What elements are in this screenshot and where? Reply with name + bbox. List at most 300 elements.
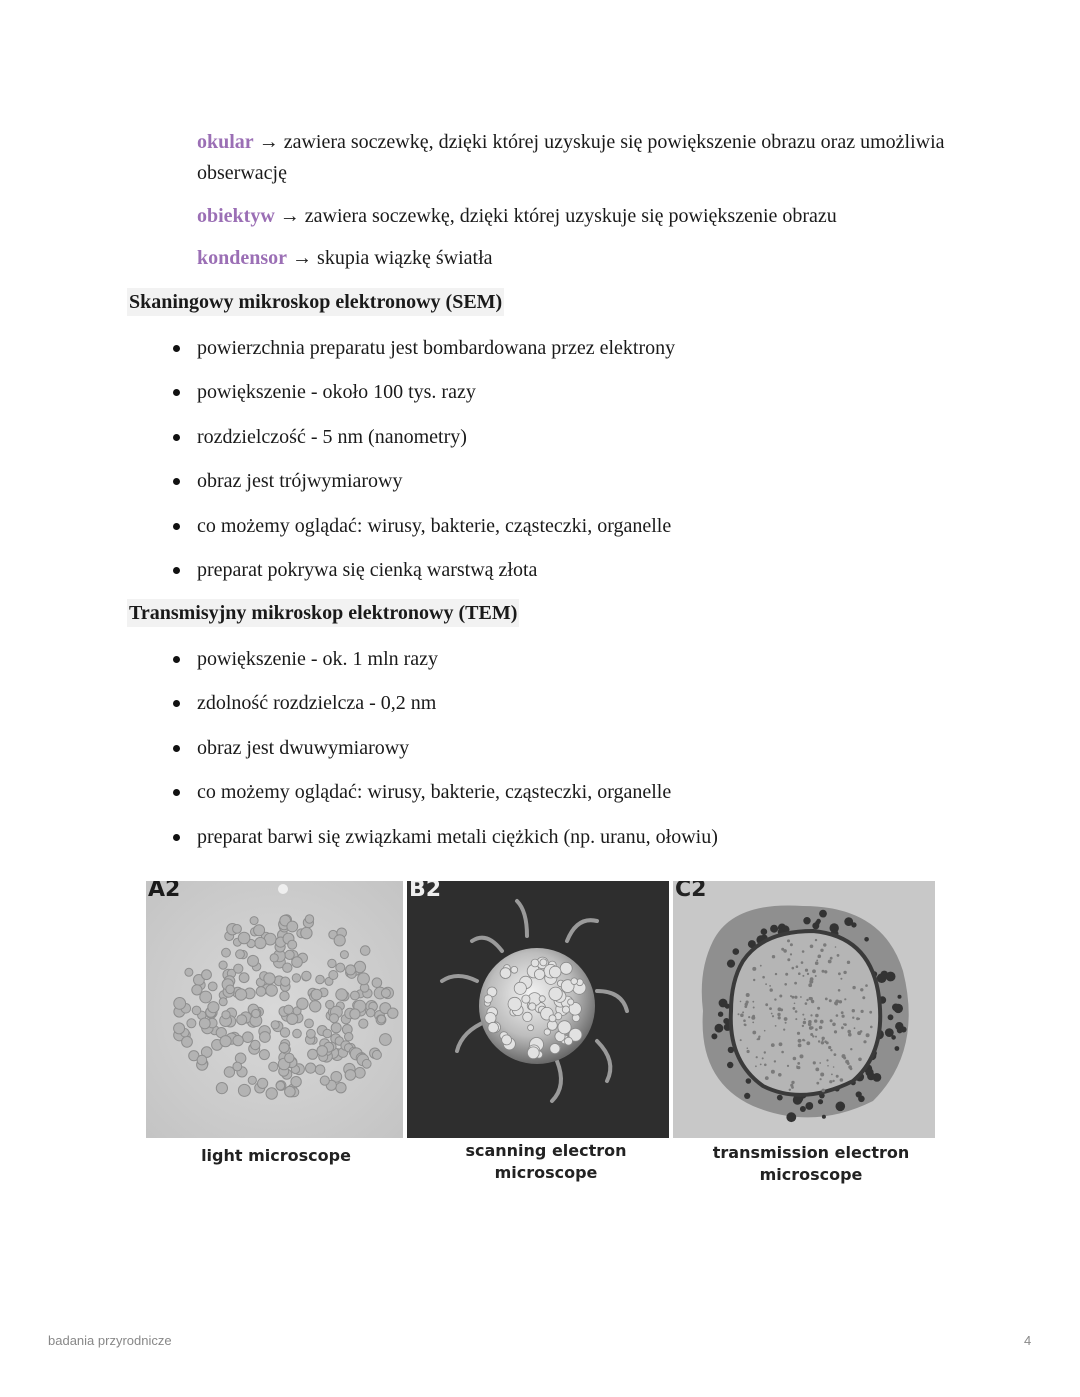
organelle-dot (711, 1033, 717, 1039)
chromatin-grain (852, 986, 855, 989)
cell-shape (255, 937, 266, 948)
chromatin-grain (841, 1026, 844, 1029)
cell-shape (297, 998, 308, 1009)
cell-shape (271, 1021, 279, 1029)
sem-list (0, 334, 675, 600)
chromatin-grain (762, 976, 765, 979)
cell-shape (238, 932, 250, 944)
caption-light-microscope (186, 1145, 366, 1167)
organelle-dot (901, 1027, 907, 1033)
chromatin-grain (800, 1054, 804, 1058)
surface-bump (529, 1003, 536, 1010)
definition-text: zawiera soczewkę, dzięki której uzyskuje się powiększenie obrazu oraz umożliwia obserwację (197, 131, 945, 184)
chromatin-grain (860, 1030, 863, 1033)
light-microscope-image (146, 881, 403, 1138)
organelle-dot (894, 1004, 903, 1013)
cell-shape (238, 1084, 250, 1096)
list-item: co możemy oglądać: wirusy, bakterie, cząsteczki, organelle (0, 512, 675, 556)
chromatin-grain (779, 995, 782, 998)
cell-shape (208, 982, 217, 991)
chromatin-grain (842, 1015, 845, 1018)
definition-obiektyw (197, 201, 957, 232)
surface-bump (565, 1037, 573, 1045)
chromatin-grain (818, 956, 820, 958)
cell-shape (287, 921, 298, 932)
cell-shape (288, 940, 297, 949)
chromatin-grain (825, 970, 827, 972)
cell-shape (305, 1019, 314, 1028)
chromatin-grain (838, 972, 841, 975)
cell-shape (219, 998, 227, 1006)
chromatin-grain (810, 977, 814, 981)
chromatin-grain (829, 1080, 832, 1083)
definition-kondensor (197, 243, 957, 274)
chromatin-grain (865, 984, 868, 987)
chromatin-grain (748, 1016, 750, 1018)
cell-shape (308, 1049, 318, 1059)
cell-shape (346, 965, 356, 975)
chromatin-grain (805, 1002, 808, 1005)
chromatin-grain (764, 1051, 766, 1053)
chromatin-grain (778, 1073, 782, 1077)
chromatin-grain (840, 978, 842, 980)
chromatin-grain (744, 1024, 746, 1026)
organelle-dot (888, 1014, 894, 1020)
chromatin-grain (847, 1062, 850, 1065)
chromatin-grain (755, 1065, 757, 1067)
panel-sem (407, 881, 669, 1138)
cell-shape (222, 948, 231, 957)
chromatin-grain (804, 1018, 806, 1020)
chromatin-grain (774, 1060, 776, 1062)
cell-shape (330, 1014, 339, 1023)
cell-shape (222, 1011, 230, 1019)
cell-shape (256, 987, 266, 997)
chromatin-grain (760, 1064, 762, 1066)
cell-shape (233, 925, 242, 934)
chromatin-grain (781, 948, 784, 951)
panel-light-microscope (146, 881, 403, 1138)
chromatin-grain (794, 1003, 796, 1005)
cell-shape (317, 1046, 328, 1057)
chromatin-grain (808, 1023, 812, 1027)
cell-shape (326, 1000, 334, 1008)
cell-shape (305, 915, 313, 923)
cell-shape (269, 1062, 278, 1071)
chromatin-grain (815, 975, 817, 977)
cell-shape (334, 935, 345, 946)
caption-line: light microscope (201, 1146, 351, 1165)
list-item: powierzchnia preparatu jest bombardowana przez elektrony (0, 334, 675, 378)
chromatin-grain (820, 1073, 824, 1077)
caption-line: transmission electron (712, 1143, 910, 1162)
list-item: zdolność rozdzielcza - 0,2 nm (0, 689, 718, 733)
chromatin-grain (802, 1025, 804, 1027)
cell-shape (329, 971, 338, 980)
chromatin-grain (753, 979, 755, 981)
caption-line: microscope (494, 1163, 598, 1182)
arrow: → (279, 205, 300, 227)
organelle-dot (744, 1093, 750, 1099)
chromatin-grain (836, 1014, 839, 1017)
chromatin-grain (787, 1065, 789, 1067)
chromatin-grain (790, 943, 793, 946)
organelle-dot (800, 1106, 806, 1112)
chromatin-grain (787, 958, 790, 961)
cell-shape (208, 1002, 219, 1013)
chromatin-grain (762, 1057, 764, 1059)
cell-shape (336, 963, 345, 972)
cell-shape (328, 959, 336, 967)
chromatin-grain (781, 1051, 784, 1054)
chromatin-grain (760, 965, 762, 967)
chromatin-grain (806, 1041, 810, 1045)
chromatin-grain (854, 1027, 856, 1029)
chromatin-grain (810, 1033, 813, 1036)
cell-shape (182, 1036, 193, 1047)
cell-shape (243, 1032, 254, 1043)
chromatin-grain (808, 983, 812, 987)
cell-shape (239, 973, 249, 983)
organelle-dot (723, 1018, 729, 1024)
surface-bump (508, 997, 521, 1010)
arrow: → (292, 247, 313, 269)
organelle-dot (821, 913, 826, 918)
surface-bump (502, 1035, 512, 1045)
organelle-dot (856, 1091, 862, 1097)
organelle-dot (822, 1115, 826, 1119)
chromatin-grain (765, 1076, 769, 1080)
definition-text: skupia wiązkę światła (317, 247, 493, 269)
chromatin-grain (787, 939, 790, 942)
cell-shape (234, 964, 243, 973)
organelle-dot (727, 1062, 733, 1068)
cell-shape (292, 974, 300, 982)
cell-shape (283, 963, 292, 972)
chromatin-grain (830, 957, 833, 960)
cell-shape (280, 991, 289, 1000)
cell-shape (192, 1006, 201, 1015)
cell-shape (197, 1055, 207, 1065)
cell-shape (366, 1009, 374, 1017)
cell-shape (237, 1015, 247, 1025)
footer-page-number: 4 (1024, 1333, 1032, 1348)
cell-shape (258, 1078, 268, 1088)
organelle-dot (786, 1112, 796, 1122)
chromatin-grain (764, 1030, 766, 1032)
chromatin-grain (820, 1020, 824, 1024)
chromatin-grain (866, 1033, 870, 1037)
caption-sem (446, 1140, 646, 1184)
organelle-dot (885, 1028, 894, 1037)
chromatin-grain (833, 1066, 835, 1068)
chromatin-grain (778, 1016, 781, 1019)
cell-shape (340, 951, 348, 959)
cell-shape (315, 1065, 325, 1075)
chromatin-grain (800, 996, 802, 998)
chromatin-grain (747, 1050, 750, 1053)
chromatin-grain (798, 972, 801, 975)
surface-bump (549, 966, 561, 978)
chromatin-grain (809, 1026, 813, 1030)
chromatin-grain (838, 989, 841, 992)
list-item: preparat pokrywa się cienką warstwą złota (0, 556, 675, 600)
cell-shape (336, 989, 348, 1001)
surface-bump (514, 982, 526, 994)
chromatin-grain (771, 1013, 773, 1015)
cell-shape (345, 1070, 356, 1081)
chromatin-grain (775, 973, 777, 975)
cell-shape (331, 1023, 341, 1033)
chromatin-grain (852, 1009, 855, 1012)
chromatin-grain (825, 998, 828, 1001)
cell-shape (355, 1068, 366, 1079)
tem-list (0, 645, 718, 867)
cell-shape (260, 1032, 271, 1043)
chromatin-grain (807, 973, 809, 975)
chromatin-grain (771, 1070, 775, 1074)
surface-bump (558, 1021, 571, 1034)
cell-shape (264, 973, 275, 984)
organelle-dot (777, 1095, 783, 1101)
chromatin-grain (822, 970, 825, 973)
footer-document-title: badania przyrodnicze (48, 1333, 172, 1348)
chromatin-grain (794, 996, 797, 999)
chromatin-grain (753, 1007, 755, 1009)
chromatin-grain (777, 1013, 780, 1016)
chromatin-grain (813, 1061, 816, 1064)
chromatin-grain (747, 1047, 749, 1049)
cell-shape (388, 1008, 398, 1018)
chromatin-grain (801, 961, 804, 964)
chromatin-grain (765, 983, 767, 985)
chromatin-grain (843, 971, 846, 974)
chromatin-grain (841, 1011, 844, 1014)
cell-shape (219, 961, 227, 969)
chromatin-grain (796, 1065, 798, 1067)
chromatin-grain (772, 955, 775, 958)
tem-image (673, 881, 935, 1138)
chromatin-grain (802, 1014, 804, 1016)
chromatin-grain (826, 1059, 828, 1061)
chromatin-grain (812, 969, 816, 973)
cell-shape (174, 1023, 185, 1034)
organelle-dot (719, 999, 728, 1008)
cell-shape (235, 989, 246, 1000)
chromatin-grain (821, 1041, 824, 1044)
list-item: powiększenie - ok. 1 mln razy (0, 645, 718, 689)
list-item: co możemy oglądać: wirusy, bakterie, cząsteczki, organelle (0, 778, 718, 822)
chromatin-grain (839, 1000, 842, 1003)
organelle-dot (898, 995, 902, 999)
chromatin-grain (752, 1001, 754, 1003)
surface-bump (568, 999, 574, 1005)
chromatin-grain (802, 950, 805, 953)
cell-shape (285, 950, 294, 959)
chromatin-grain (828, 1046, 831, 1049)
cell-shape (358, 973, 370, 985)
chromatin-grain (816, 1082, 819, 1085)
cell-shape (284, 1005, 293, 1014)
chromatin-grain (831, 1074, 833, 1076)
surface-bump (522, 995, 530, 1003)
chromatin-grain (809, 997, 812, 1000)
list-item: powiększenie - około 100 tys. razy (0, 378, 675, 422)
cell-shape (362, 1059, 371, 1068)
cell-shape (301, 927, 312, 938)
organelle-dot (818, 1099, 823, 1104)
chromatin-grain (820, 1078, 822, 1080)
surface-bump (560, 962, 572, 974)
chromatin-grain (861, 1010, 864, 1013)
cell-shape (216, 1083, 227, 1094)
cell-shape (291, 1077, 301, 1087)
chromatin-grain (746, 993, 750, 997)
chromatin-grain (810, 1014, 812, 1016)
chromatin-grain (774, 998, 776, 1000)
chromatin-grain (784, 983, 787, 986)
arrow: → (258, 131, 279, 153)
cell-shape (220, 1036, 231, 1047)
chromatin-grain (742, 1011, 744, 1013)
cell-shape (306, 1063, 316, 1073)
surface-bump (500, 968, 511, 979)
chromatin-grain (815, 961, 819, 965)
cell-shape (302, 971, 311, 980)
chromatin-grain (819, 1062, 821, 1064)
chromatin-grain (832, 1080, 834, 1082)
chromatin-grain (771, 1043, 775, 1047)
cell-shape (266, 985, 278, 997)
cell-shape (279, 1043, 289, 1053)
cell-shape (185, 968, 193, 976)
surface-bump (549, 1015, 556, 1022)
surface-bump (484, 995, 492, 1003)
caption-tem (701, 1142, 921, 1186)
organelle-dot (770, 925, 778, 933)
chromatin-grain (834, 1053, 837, 1056)
surface-bump (550, 1044, 560, 1054)
cell-shape (377, 1015, 385, 1023)
cell-shape (320, 1076, 329, 1085)
chromatin-grain (793, 1007, 796, 1010)
caption-line: microscope (759, 1165, 863, 1184)
cell-shape (293, 1029, 302, 1038)
chromatin-grain (847, 961, 850, 964)
cell-shape (174, 998, 186, 1010)
chromatin-grain (814, 1019, 817, 1022)
chromatin-grain (818, 1040, 820, 1042)
chromatin-grain (796, 965, 799, 968)
cell-shape (310, 1001, 321, 1012)
list-item: rozdzielczość - 5 nm (nanometry) (0, 423, 675, 467)
chromatin-grain (798, 1044, 802, 1048)
chromatin-grain (775, 1025, 777, 1027)
chromatin-grain (828, 960, 832, 964)
chromatin-grain (834, 1030, 837, 1033)
chromatin-grain (769, 1007, 772, 1010)
cell-shape (248, 955, 259, 966)
chromatin-grain (817, 1007, 820, 1010)
organelle-dot (718, 1012, 723, 1017)
chromatin-grain (827, 1065, 829, 1067)
chromatin-grain (752, 1015, 755, 1018)
surface-bump (531, 959, 539, 967)
chromatin-grain (802, 975, 804, 977)
cell-shape (380, 1034, 392, 1046)
organelle-dot (877, 973, 887, 983)
tem-heading: Transmisyjny mikroskop elektronowy (TEM) (127, 599, 519, 627)
chromatin-grain (778, 1007, 782, 1011)
organelle-dot (864, 937, 869, 942)
chromatin-grain (785, 1022, 787, 1024)
cell-shape (236, 950, 245, 959)
organelle-dot (715, 1024, 724, 1033)
panel-label: C2 (675, 881, 707, 902)
organelle-dot (895, 1046, 900, 1051)
surface-bump (527, 1047, 539, 1059)
surface-bump (544, 1029, 550, 1035)
chromatin-grain (856, 1017, 859, 1020)
surface-bump (540, 959, 547, 966)
surface-bump (562, 1006, 569, 1013)
chromatin-grain (764, 1064, 767, 1067)
chromatin-grain (852, 1017, 854, 1019)
chromatin-grain (844, 1023, 847, 1026)
chromatin-grain (815, 939, 817, 941)
chromatin-grain (819, 1026, 823, 1030)
chromatin-grain (798, 1039, 802, 1043)
chromatin-grain (770, 988, 773, 991)
cell-shape (270, 954, 278, 962)
chromatin-grain (843, 1057, 846, 1060)
organelle-dot (727, 960, 735, 968)
chromatin-grain (740, 1039, 742, 1041)
chromatin-grain (816, 960, 818, 962)
cell-shape (285, 1053, 294, 1062)
chromatin-grain (803, 1021, 806, 1024)
caption-line: scanning electron (465, 1141, 627, 1160)
surface-bump (571, 978, 578, 985)
organelle-dot (746, 1078, 752, 1084)
surface-bump (488, 1022, 499, 1033)
chromatin-grain (862, 996, 865, 999)
chromatin-grain (835, 946, 837, 948)
definition-okular (197, 127, 957, 189)
chromatin-grain (836, 1075, 839, 1078)
chromatin-grain (756, 1056, 758, 1058)
organelle-dot (838, 1102, 844, 1108)
organelle-dot (807, 1102, 813, 1108)
surface-bump (534, 969, 544, 979)
list-item: preparat barwi się związkami metali ciężkich (np. uranu, ołowiu) (0, 823, 718, 867)
chromatin-grain (783, 1029, 785, 1031)
chromatin-grain (765, 1003, 768, 1006)
chromatin-grain (769, 985, 771, 987)
cell-shape (250, 917, 258, 925)
chromatin-grain (743, 1019, 746, 1022)
chromatin-grain (752, 967, 756, 971)
organelle-dot (761, 928, 768, 935)
definition-text: zawiera soczewkę, dzięki której uzyskuje się powiększenie obrazu (304, 205, 837, 227)
panel-label: A2 (148, 881, 181, 902)
chromatin-grain (850, 1067, 853, 1070)
cell-shape (252, 1009, 260, 1017)
organelle-dot (886, 972, 896, 982)
cell-shape (345, 1033, 353, 1041)
chromatin-grain (792, 996, 795, 999)
chromatin-grain (844, 998, 846, 1000)
